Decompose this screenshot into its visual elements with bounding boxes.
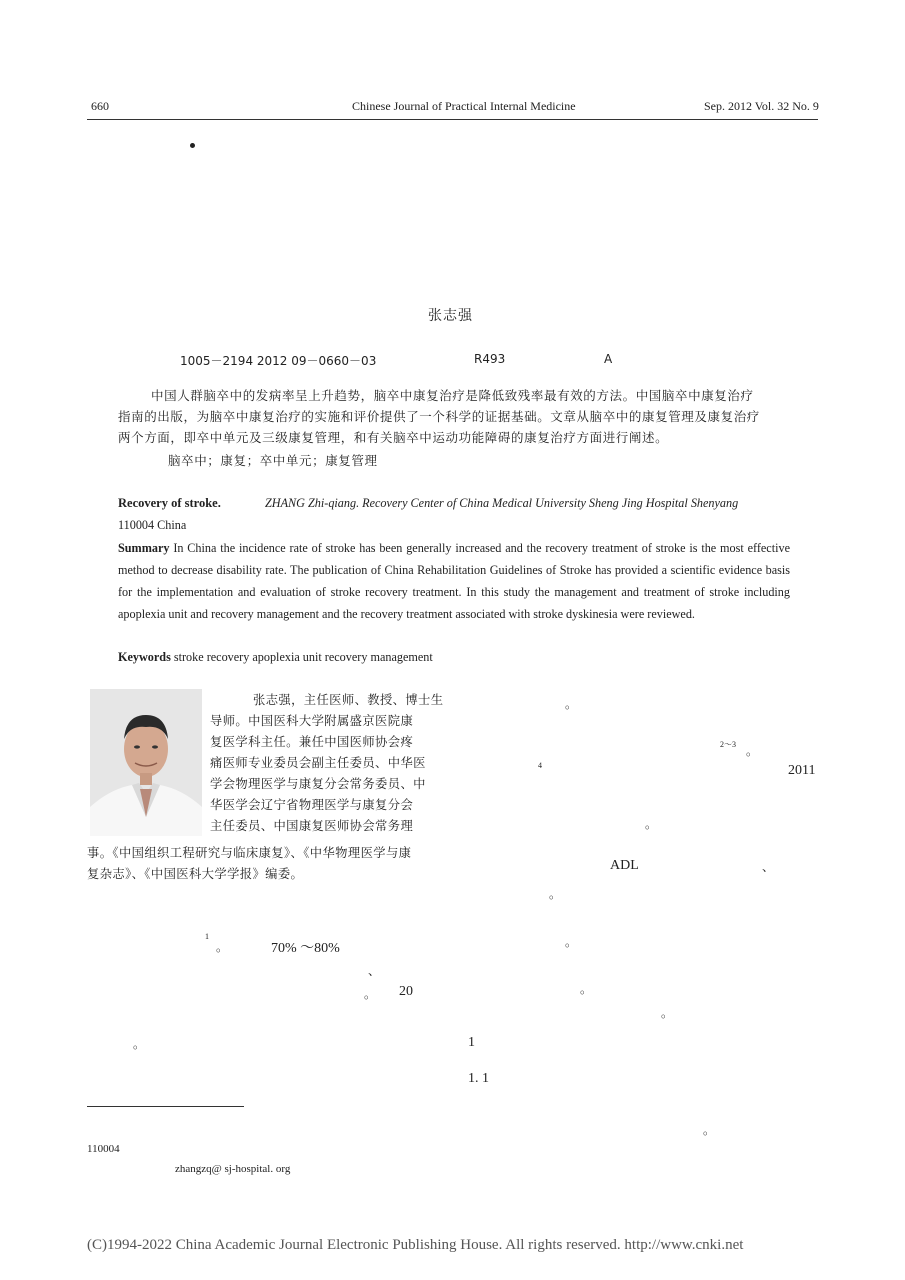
footnote-email: zhangzq@ sj-hospital. org [175, 1163, 291, 1175]
footnote-postcode: 110004 [87, 1143, 120, 1155]
bio-line: 导师。中国医科大学附属盛京医院康 [210, 714, 414, 728]
footnote-rule [87, 1106, 244, 1107]
page-number: 660 [91, 99, 109, 113]
header-rule [87, 119, 818, 120]
author-photo [90, 689, 202, 836]
portrait-image [90, 689, 202, 836]
keywords-text: stroke recovery apoplexia unit recovery management [173, 650, 433, 664]
punct-mark: 。 [549, 887, 562, 901]
english-affiliation: ZHANG Zhi-qiang. Recovery Center of China Medical University Sheng Jing Hospital Shenyang [265, 496, 739, 510]
punct-mark: 。 [661, 1006, 674, 1020]
bio-line: 复杂志》、《中国医科大学学报》编委。 [87, 867, 304, 881]
keywords-cn: 脑卒中；康复；卒中单元；康复管理 [168, 454, 378, 468]
copyright-line: (C)1994-2022 China Academic Journal Electronic Publishing House. All rights reserved. http://www.cnki.net [87, 1237, 744, 1253]
punct-mark: 。 [580, 982, 593, 996]
class-code: R493 [474, 352, 506, 366]
bio-line: 张志强，主任医师、教授、博士生 [253, 693, 444, 707]
english-postcode: 110004 China [118, 518, 187, 532]
punct-mark: 、 [762, 860, 775, 874]
keywords-label: Keywords [118, 650, 171, 664]
bullet-mark [190, 143, 195, 148]
punct-mark: 。 [645, 817, 658, 831]
punct-mark: 。 [565, 697, 578, 711]
journal-title: Chinese Journal of Practical Internal Medicine [352, 99, 576, 113]
summary-label: Summary [118, 541, 170, 555]
punct-mark: 、 [368, 964, 381, 978]
punct-mark: 。 [216, 940, 229, 954]
subsection-number: 1. 1 [468, 1071, 489, 1086]
punct-mark: 。 [746, 744, 759, 758]
section-number: 1 [468, 1035, 475, 1050]
bio-line: 事。《中国组织工程研究与临床康复》、《中华物理医学与康 [87, 846, 412, 860]
punct-mark: 。 [565, 935, 578, 949]
bio-line: 复医学科主任。兼任中国医师协会疼 [210, 735, 414, 749]
bio-line: 华医学会辽宁省物理医学与康复分会 [210, 798, 414, 812]
punct-mark: 。 [703, 1123, 716, 1137]
summary-text: In China the incidence rate of stroke has been generally increased and the recovery treatment of stroke is the most effective method to decrease disability rate. The publication of China Rehabilitation Guidelines of Stroke has provided a scientific evidence basis for the implementation and evaluation of stroke recovery treatment. In this study the management and treatment of stroke including apoplexia unit and recovery management and the recovery treatment associated with stroke dyskinesia were reviewed. [118, 541, 790, 621]
ref-superscript: 4 [538, 761, 542, 770]
number-text: 20 [399, 984, 413, 999]
adl-text: ADL [610, 858, 639, 873]
percent-range: 70% ～80% [271, 941, 340, 956]
bio-line: 主任委员、中国康复医师协会常务理 [210, 819, 414, 833]
ref-superscript: 2～3 [720, 740, 736, 749]
english-title: Recovery of stroke. [118, 496, 221, 510]
issue-info: Sep. 2012 Vol. 32 No. 9 [704, 99, 819, 113]
ref-superscript: 1 [205, 932, 209, 941]
abstract-cn-line: 两个方面，即卒中单元及三级康复管理，和有关脑卒中运动功能障碍的康复治疗方面进行阐述。 [118, 431, 669, 445]
bio-line: 痛医师专业委员会副主任委员、中华医 [210, 756, 426, 770]
doc-ids: 1005－2194 2012 09－0660－03 [180, 354, 377, 368]
author-name-cn: 张志强 [428, 308, 473, 324]
punct-mark: 。 [364, 987, 377, 1001]
year-text: 2011 [788, 763, 816, 778]
abstract-cn-line: 指南的出版，为脑卒中康复治疗的实施和评价提供了一个科学的证据基础。文章从脑卒中的康复管理及康复治疗 [118, 410, 760, 424]
english-keywords [118, 646, 790, 668]
punct-mark: 。 [133, 1037, 146, 1051]
bio-line: 学会物理医学与康复分会常务委员、中 [210, 777, 426, 791]
english-summary [118, 537, 790, 625]
abstract-cn-line: 中国人群脑卒中的发病率呈上升趋势，脑卒中康复治疗是降低致残率最有效的方法。中国脑卒中康复治疗 [151, 389, 754, 403]
doc-code: A [604, 352, 613, 366]
